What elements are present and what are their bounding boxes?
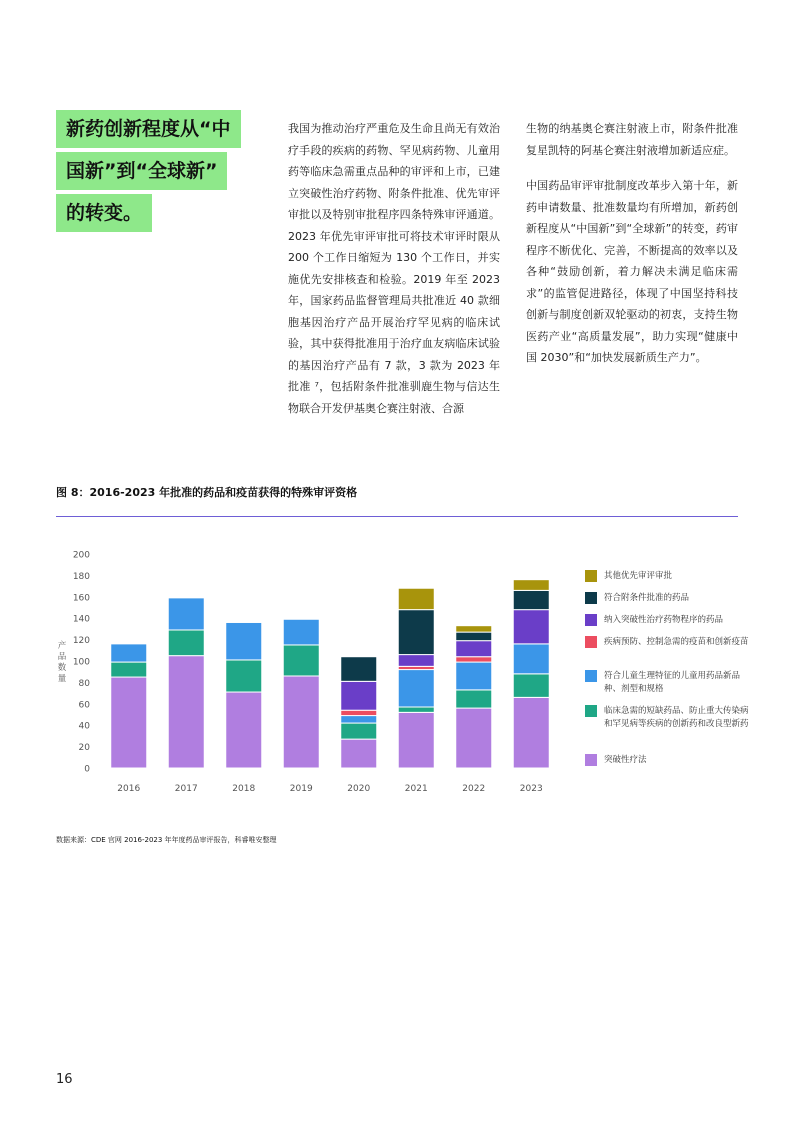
legend-label: 符合附条件批准的药品 bbox=[604, 592, 690, 603]
bar-segment bbox=[456, 662, 492, 690]
bar-segment bbox=[513, 644, 549, 674]
y-tick-label: 60 bbox=[78, 700, 90, 711]
bar-segment bbox=[168, 630, 204, 656]
legend-swatch bbox=[585, 705, 597, 717]
y-tick-label: 160 bbox=[72, 593, 90, 604]
x-tick-label: 2017 bbox=[174, 784, 198, 794]
page-number: 16 bbox=[56, 1072, 73, 1087]
bar-segment bbox=[226, 692, 262, 768]
legend-label: 符合儿童生理特征的儿童用药品新品种、剂型和规格 bbox=[604, 670, 741, 694]
bar-segment bbox=[341, 681, 377, 710]
x-tick-label: 2018 bbox=[232, 784, 256, 794]
bar-segment bbox=[398, 655, 434, 667]
bar-segment bbox=[513, 674, 549, 698]
bar-segment bbox=[456, 626, 492, 632]
body-paragraph: 中国药品审评审批制度改革步入第十年，新药申请数量、批准数量均有所增加，新药创新程度从“中国新”到“全球新”的转变，药审程序不断优化、完善，不断提高的效率以及各种“鼓励创新，着力解决未满足临床需求”的监管促进路径，体现了中国坚持科技创新与制度创新双轮驱动的初衷，支持生物医药产业“高质量发展”，助力实现“健康中国 2030”和“加快发展新质生产力”。 bbox=[526, 179, 738, 364]
bar-segment bbox=[398, 588, 434, 609]
bar-segment bbox=[456, 641, 492, 657]
body-paragraph: 我国为推动治疗严重危及生命且尚无有效治疗手段的疾病的药物、罕见病药物、儿童用药等临床急需重点品种的审评和上市，已建立突破性治疗药物、附条件批准、优先审评审批以及特别审批程序四条特殊审评通道。2023 年优先审评审批可将技术审评时限从 200 个工作日缩短为 130 个工作日，并实施优先安排核查和检验。2019 年至 2023 年，国家药品监督管理局共批准近 40 款细胞基因治疗产品开展治疗罕见病的临床试验，其中获得批准用于治疗血友病临床试验的基因治疗产品有 7 款，3 款为 2023 年批准 ⁷，包括附条件批准驯鹿生物与信达生物联合开发伊基奥仑赛注射液、合源 bbox=[288, 122, 500, 415]
legend-swatch bbox=[585, 754, 597, 766]
y-axis-label-char: 品 bbox=[57, 652, 67, 662]
headline-line-3: 的转变。 bbox=[56, 194, 152, 232]
bar-segment bbox=[283, 676, 319, 768]
bar-segment bbox=[456, 708, 492, 768]
legend-swatch bbox=[585, 614, 597, 626]
bar-segment bbox=[111, 644, 147, 662]
bar-segment bbox=[168, 598, 204, 630]
bar-segment bbox=[283, 619, 319, 645]
y-tick-label: 140 bbox=[72, 614, 90, 625]
bar-segment bbox=[226, 660, 262, 692]
bar-segment bbox=[513, 580, 549, 591]
bar-segment bbox=[398, 610, 434, 655]
legend-label: 纳入突破性治疗药物程序的药品 bbox=[604, 614, 724, 625]
legend-swatch bbox=[585, 570, 597, 582]
bar-segment bbox=[283, 645, 319, 676]
headline-line-2: 国新”到“全球新” bbox=[56, 152, 227, 190]
x-tick-label: 2022 bbox=[462, 784, 486, 794]
y-tick-label: 40 bbox=[78, 721, 90, 732]
y-tick-label: 120 bbox=[72, 636, 90, 647]
x-tick-label: 2023 bbox=[519, 784, 543, 794]
bar-segment bbox=[456, 690, 492, 708]
bar-segment bbox=[341, 657, 377, 682]
x-tick-label: 2020 bbox=[347, 784, 371, 794]
y-axis-label-char: 量 bbox=[57, 674, 67, 684]
bar-segment bbox=[341, 716, 377, 723]
x-tick-label: 2019 bbox=[289, 784, 313, 794]
bar-segment bbox=[513, 697, 549, 768]
bar-segment bbox=[456, 632, 492, 641]
bar-segment bbox=[341, 710, 377, 715]
bar-segment bbox=[168, 656, 204, 768]
y-tick-label: 200 bbox=[72, 550, 90, 561]
bar-segment bbox=[513, 610, 549, 644]
bar-segment bbox=[226, 622, 262, 659]
legend-swatch bbox=[585, 592, 597, 604]
y-axis-label-char: 产 bbox=[57, 641, 67, 651]
legend-swatch bbox=[585, 636, 597, 648]
legend-label: 其他优先审评审批 bbox=[604, 570, 673, 581]
headline-line-1: 新药创新程度从“中 bbox=[56, 110, 241, 148]
bar-segment bbox=[398, 707, 434, 712]
bar-segment bbox=[111, 662, 147, 677]
legend-label: 临床急需的短缺药品、防止重大传染病和罕见病等疾病的创新药和改良型新药 bbox=[604, 705, 749, 729]
bar-segment bbox=[456, 657, 492, 662]
bar-segment bbox=[341, 739, 377, 768]
bar-segment bbox=[398, 670, 434, 707]
legend-label: 突破性疗法 bbox=[604, 754, 647, 765]
figure-source: 数据来源：CDE 官网 2016-2023 年年度药品审评报告，科睿唯安整理 bbox=[56, 836, 277, 844]
bar-segment bbox=[398, 712, 434, 768]
legend-label: 疾病预防、控制急需的疫苗和创新疫苗 bbox=[604, 636, 749, 647]
bar-segment bbox=[513, 590, 549, 609]
x-tick-label: 2021 bbox=[404, 784, 428, 794]
y-axis-label-char: 数 bbox=[57, 663, 67, 673]
bar-segment bbox=[341, 723, 377, 739]
y-tick-label: 20 bbox=[78, 743, 90, 754]
bar-segment bbox=[111, 677, 147, 768]
y-tick-label: 0 bbox=[84, 764, 90, 775]
y-tick-label: 180 bbox=[72, 571, 90, 582]
legend-swatch bbox=[585, 670, 597, 682]
x-tick-label: 2016 bbox=[117, 784, 141, 794]
body-paragraph: 生物的纳基奥仑赛注射液上市，附条件批准复星凯特的阿基仑赛注射液增加新适应症。 bbox=[526, 122, 738, 157]
y-tick-label: 80 bbox=[78, 678, 90, 689]
figure-title: 图 8：2016-2023 年批准的药品和疫苗获得的特殊审评资格 bbox=[56, 486, 358, 499]
y-tick-label: 100 bbox=[72, 657, 90, 668]
